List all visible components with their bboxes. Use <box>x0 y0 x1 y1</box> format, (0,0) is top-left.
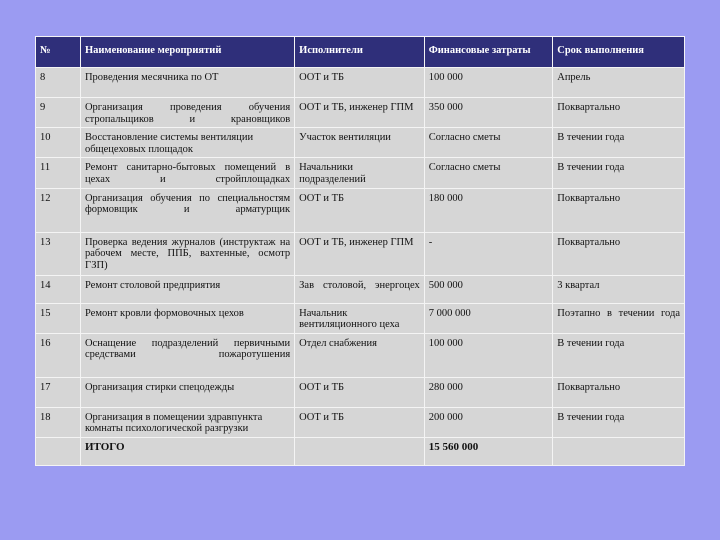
row-number: 8 <box>36 68 81 98</box>
row-deadline: В течении года <box>553 333 685 377</box>
row-cost: 100 000 <box>424 68 553 98</box>
row-deadline: Поквартально <box>553 98 685 128</box>
row-cost: 7 000 000 <box>424 303 553 333</box>
table-row <box>36 158 685 188</box>
row-measure-name: Организация проведения обучения стропальщиков и крановщиков <box>80 98 294 128</box>
row-number: 10 <box>36 128 81 158</box>
row-executors: ООТ и ТБ, инженер ГПМ <box>295 232 425 275</box>
row-measure-name: Организация стирки спецодежды <box>80 377 294 407</box>
row-deadline: Поквартально <box>553 232 685 275</box>
header-number: № <box>36 37 81 68</box>
row-number: 17 <box>36 377 81 407</box>
row-cost: Согласно сметы <box>424 158 553 188</box>
total-number-cell <box>36 437 81 465</box>
row-measure-name: Ремонт столовой предприятия <box>80 275 294 303</box>
row-number: 11 <box>36 158 81 188</box>
row-measure-name: Ремонт кровли формовочных цехов <box>80 303 294 333</box>
row-executors: Участок вентиляции <box>295 128 425 158</box>
row-number: 9 <box>36 98 81 128</box>
table-row <box>36 407 685 437</box>
row-deadline: Поквартально <box>553 188 685 232</box>
row-cost: 350 000 <box>424 98 553 128</box>
total-executors-cell <box>295 437 425 465</box>
row-deadline: В течении года <box>553 128 685 158</box>
row-cost: 200 000 <box>424 407 553 437</box>
header-measure-name: Наименование мероприятий <box>80 37 294 68</box>
row-executors: ООТ и ТБ <box>295 407 425 437</box>
row-executors: Начальники подразделений <box>295 158 425 188</box>
row-cost: 280 000 <box>424 377 553 407</box>
row-measure-name: Ремонт санитарно-бытовых помещений в цехах и стройплощадках <box>80 158 294 188</box>
table-row <box>36 98 685 128</box>
total-deadline-cell <box>553 437 685 465</box>
row-measure-name: Оснащение подразделений первичными средствами пожаротушения <box>80 333 294 377</box>
table-row <box>36 232 685 275</box>
total-row <box>36 437 685 465</box>
row-deadline: Апрель <box>553 68 685 98</box>
row-executors: ООТ и ТБ <box>295 68 425 98</box>
row-measure-name: Проведения месячника по ОТ <box>80 68 294 98</box>
measures-table <box>35 36 685 466</box>
row-cost: 180 000 <box>424 188 553 232</box>
row-number: 14 <box>36 275 81 303</box>
row-measure-name: Проверка ведения журналов (инструктаж на рабочем месте, ППБ, вахтенные, осмотр ГЗП) <box>80 232 294 275</box>
table-row <box>36 303 685 333</box>
row-cost: Согласно сметы <box>424 128 553 158</box>
row-deadline: Поквартально <box>553 377 685 407</box>
row-cost: - <box>424 232 553 275</box>
table-row <box>36 128 685 158</box>
table-row <box>36 68 685 98</box>
row-measure-name: Организация в помещении здравпункта комнаты психологической разгрузки <box>80 407 294 437</box>
total-label: ИТОГО <box>80 437 294 465</box>
row-executors: Отдел снабжения <box>295 333 425 377</box>
total-cost: 15 560 000 <box>424 437 553 465</box>
row-number: 16 <box>36 333 81 377</box>
row-executors: ООТ и ТБ, инженер ГПМ <box>295 98 425 128</box>
row-executors: Начальник вентиляционного цеха <box>295 303 425 333</box>
row-executors: Зав столовой, энергоцех <box>295 275 425 303</box>
header-executors: Исполнители <box>295 37 425 68</box>
header-deadline: Срок выполнения <box>553 37 685 68</box>
row-deadline: Поэтапно в течении года <box>553 303 685 333</box>
row-number: 18 <box>36 407 81 437</box>
row-cost: 500 000 <box>424 275 553 303</box>
row-measure-name: Восстановление системы вентиляции общецеховых площадок <box>80 128 294 158</box>
row-executors: ООТ и ТБ <box>295 188 425 232</box>
row-number: 12 <box>36 188 81 232</box>
table-row <box>36 188 685 232</box>
row-number: 13 <box>36 232 81 275</box>
row-executors: ООТ и ТБ <box>295 377 425 407</box>
table-row <box>36 377 685 407</box>
row-deadline: В течении года <box>553 158 685 188</box>
header-costs: Финансовые затраты <box>424 37 553 68</box>
table-row <box>36 275 685 303</box>
row-measure-name: Организация обучения по специальностям формовщик и арматурщик <box>80 188 294 232</box>
row-deadline: 3 квартал <box>553 275 685 303</box>
table-row <box>36 333 685 377</box>
row-deadline: В течении года <box>553 407 685 437</box>
table-header-row <box>36 37 685 68</box>
row-cost: 100 000 <box>424 333 553 377</box>
row-number: 15 <box>36 303 81 333</box>
